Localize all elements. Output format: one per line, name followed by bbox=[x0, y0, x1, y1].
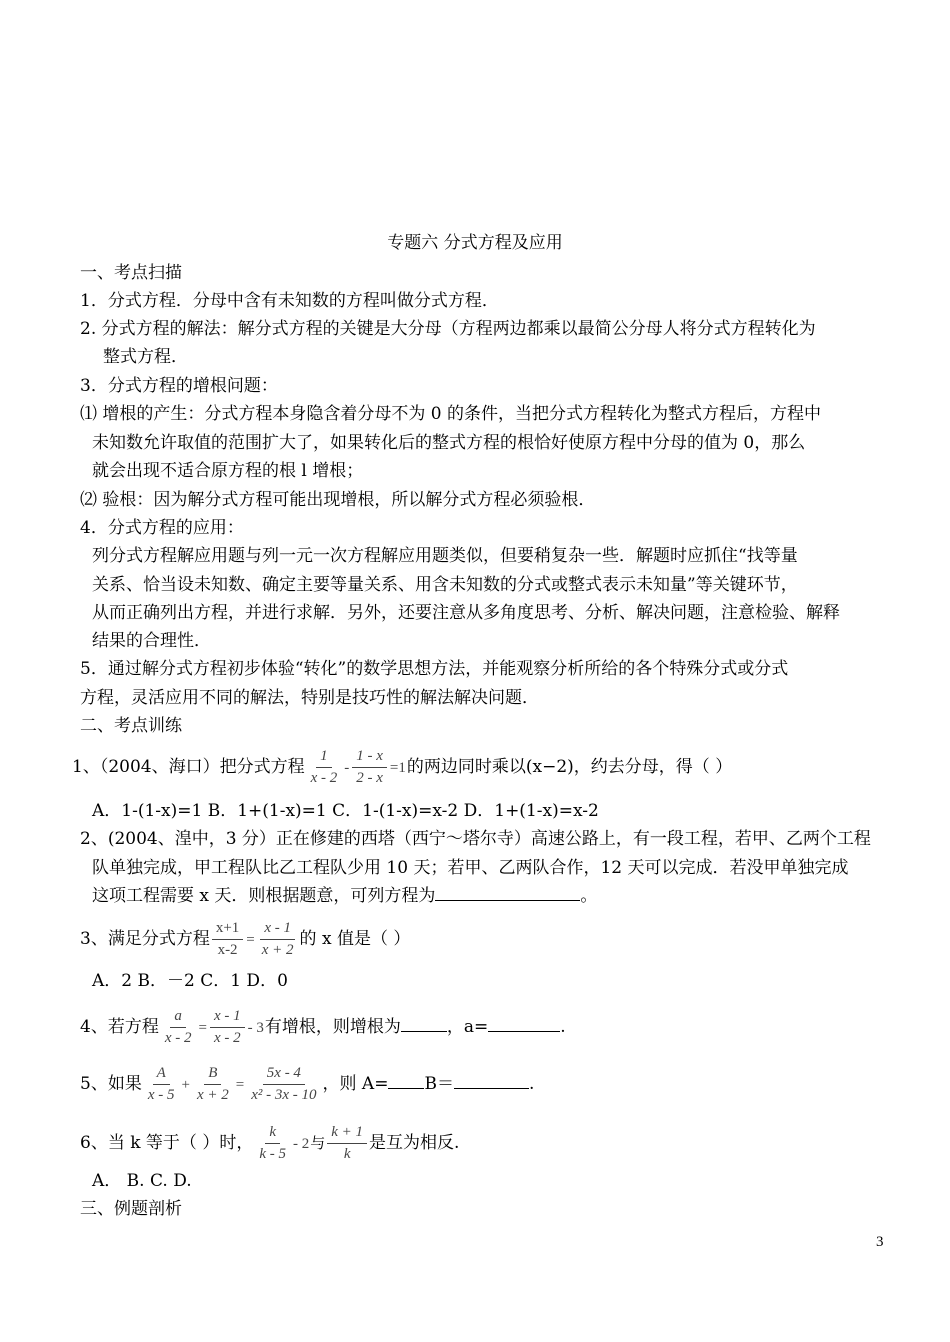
q6-fraction-1: $\frac{k}{k - 5}$ bbox=[259, 1124, 286, 1162]
q1-prefix: 1、（2004、海口）把分式方程 bbox=[72, 757, 305, 777]
answer-blank[interactable] bbox=[401, 1017, 447, 1032]
paragraph-4-line-2: 关系、恰当设未知数、确定主要等量关系、用含未知数的分式或整式表示未知量”等关键环节， bbox=[92, 575, 798, 595]
question-2-line-3: 这项工程需要 x 天．则根据题意，可列方程为 。 bbox=[92, 886, 598, 906]
answer-blank[interactable] bbox=[388, 1074, 424, 1089]
question-4: 4、若方程 $\frac{a}{x - 2}$ = $\frac{x - 1}{x - 2}$ - 3有增根，则增根为 ，a= . bbox=[80, 1008, 566, 1046]
paragraph-3: 3．分式方程的增根问题： bbox=[80, 376, 278, 396]
question-3-options: A．2 B．－2 C．1 D．0 bbox=[92, 971, 288, 991]
q4-fraction-2: $\frac{x - 1}{x - 2}$ bbox=[210, 1008, 245, 1047]
answer-blank[interactable] bbox=[488, 1017, 560, 1032]
question-6: 6、当 k 等于（ ）时， $\frac{k}{k - 5}$ - 2与 $\frac{k + 1}{k}$ 是互为相反. bbox=[80, 1124, 460, 1162]
section-heading-1: 一、考点扫描 bbox=[80, 263, 182, 283]
answer-blank[interactable] bbox=[454, 1074, 529, 1089]
paragraph-4: 4．分式方程的应用： bbox=[80, 518, 244, 538]
q1-fraction-2: $\frac{1 - x}{2 - x}$ bbox=[352, 748, 387, 787]
q6-fraction-2: $\frac{k + 1}{k}$ bbox=[327, 1124, 367, 1163]
question-2-line-2: 队单独完成，甲工程队比乙工程队少用 10 天；若甲、乙两队合作，12 天可以完成．若没甲单独完成 bbox=[92, 858, 849, 878]
paragraph-3-1-line-2: 未知数允许取值的范围扩大了，如果转化后的整式方程的根恰好使原方程中分母的值为 0，那么 bbox=[92, 433, 806, 453]
section-heading-2: 二、考点训练 bbox=[80, 716, 182, 736]
question-5: 5、如果 $\frac{A}{x - 5}$ + $\frac{B}{x + 2}$ = $\frac{5x - 4}{\text{x² - 3x - 10}}$ ，则 A= B＝ . bbox=[80, 1065, 535, 1103]
page-number: 3 bbox=[876, 1234, 884, 1250]
paragraph-2-line-2: 整式方程． bbox=[103, 347, 188, 367]
q5-fraction-1: $\frac{A}{x - 5}$ bbox=[147, 1065, 175, 1103]
paragraph-4-line-4: 结果的合理性． bbox=[92, 631, 211, 651]
paragraph-3-2: ⑵ 验根：因为解分式方程可能出现增根，所以解分式方程必须验根． bbox=[80, 490, 596, 510]
question-1: 1、（2004、海口）把分式方程 $\frac{1}{x - 2}$ - $\frac{1 - x}{2 - x}$ =1的两边同时乘以(x−2)，约去分母，得（ ） bbox=[72, 748, 733, 786]
q1-suffix: 的两边同时乘以(x−2)，约去分母，得（ ） bbox=[406, 757, 733, 777]
section-heading-3: 三、例题剖析 bbox=[80, 1199, 182, 1219]
paragraph-2-line-1: 2. 分式方程的解法：解分式方程的关键是大分母（方程两边都乘以最简公分母人将分式方程转化为 bbox=[80, 319, 816, 339]
question-1-options: A．1-(1-x)=1 B．1+(1-x)=1 C．1-(1-x)=x-2 D．1+(1-x)=x-2 bbox=[92, 801, 599, 821]
question-3: 3、满足分式方程 $\frac{x+1}{x-2}$ = $\frac{x - 1}{x + 2}$ 的 x 值是（ ） bbox=[80, 920, 411, 958]
paragraph-4-line-3: 从而正确列出方程，并进行求解．另外，还要注意从多角度思考、分析、解决问题，注意检验、解释 bbox=[92, 603, 840, 623]
question-6-options: A． B. C. D. bbox=[92, 1171, 192, 1191]
paragraph-3-1-line-1: ⑴ 增根的产生：分式方程本身隐含着分母不为 0 的条件，当把分式方程转化为整式方程后，方程中 bbox=[80, 404, 822, 424]
q4-fraction-1: $\frac{a}{x - 2}$ bbox=[164, 1008, 192, 1046]
q3-fraction-2: $\frac{x - 1}{x + 2}$ bbox=[261, 920, 294, 958]
paragraph-4-line-1: 列分式方程解应用题与列一元一次方程解应用题类似，但要稍复杂一些．解题时应抓住“找等量 bbox=[92, 546, 798, 566]
question-2-line-1: 2、(2004、湟中，3 分）正在修建的西塔（西宁～塔尔寺）高速公路上，有一段工程，若甲、乙两个工程 bbox=[80, 829, 871, 849]
paragraph-5-line-1: 5．通过解分式方程初步体验“转化”的数学思想方法，并能观察分析所给的各个特殊分式或分式 bbox=[80, 659, 789, 679]
q1-fraction-1: $\frac{1}{x - 2}$ bbox=[310, 748, 338, 786]
q3-fraction-1: $\frac{x+1}{x-2}$ bbox=[212, 920, 243, 959]
paragraph-3-1-line-3: 就会出现不适合原方程的根 l 增根； bbox=[92, 461, 364, 481]
q5-fraction-3: $\frac{5x - 4}{\text{x² - 3x - 10}}$ bbox=[251, 1065, 317, 1103]
paragraph-1: 1．分式方程．分母中含有未知数的方程叫做分式方程． bbox=[80, 291, 499, 311]
paragraph-5-line-2: 方程，灵活应用不同的解法，特别是技巧性的解法解决问题． bbox=[80, 688, 539, 708]
q5-fraction-2: $\frac{B}{x + 2}$ bbox=[196, 1065, 229, 1103]
answer-blank[interactable] bbox=[435, 886, 580, 901]
page-title: 专题六 分式方程及应用 bbox=[387, 233, 563, 253]
